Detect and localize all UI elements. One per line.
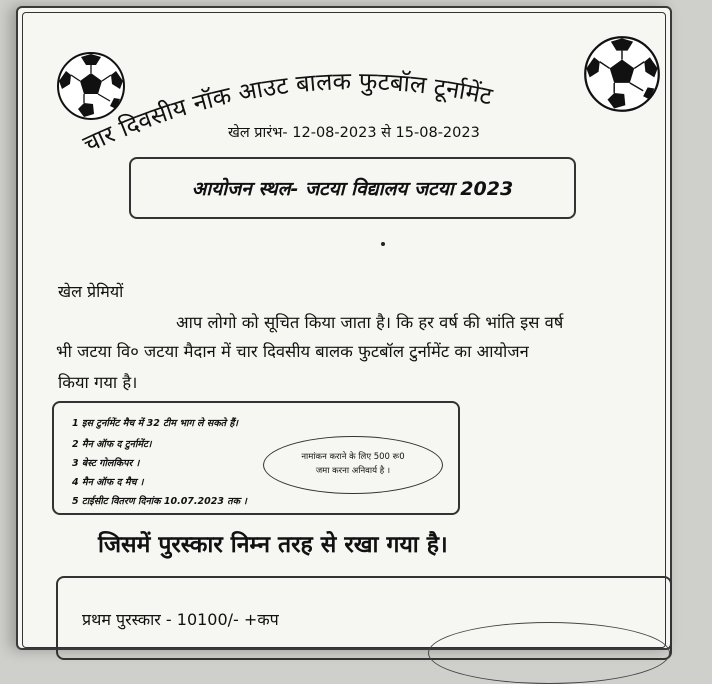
tournament-dates: खेल प्रारंभ- 12-08-2023 से 15-08-2023: [228, 125, 480, 141]
prize-box: [56, 576, 672, 660]
entry-fee-note: [263, 436, 443, 494]
body-line-2: भी जटया वि० जटया मैदान में चार दिवसीय बालक फुटबॉल टुर्नामेंट का आयोजन: [56, 342, 529, 361]
first-prize: प्रथम पुरस्कार - 10100/- +कप: [82, 610, 279, 629]
body-line-3: किया गया है।: [58, 373, 138, 392]
salutation: खेल प्रेमियों: [58, 282, 124, 301]
rule-item: 1 इस टुर्नामेंट मैच में 32 टीम भाग ले सकते हैं।: [72, 418, 239, 429]
venue-box: [129, 157, 576, 219]
prize-heading: जिसमें पुरस्कार निम्न तरह से रखा गया है।: [98, 532, 448, 558]
rule-item: 5 टाईसीट वितरण दिनांक 10.07.2023 तक ।: [72, 496, 247, 507]
title-arc: [18, 8, 670, 168]
ink-dot: [381, 242, 385, 246]
fee-line-2: जमा करना अनिवार्य है ।: [315, 466, 391, 476]
rule-item: 2 मैन ऑफ द टुर्नामेंट।: [72, 439, 152, 450]
svg-text:चार दिवसीय नॉक आउट बालक फुटबॉल: [79, 67, 496, 158]
rule-item: 4 मैन ऑफ द मैच ।: [72, 477, 144, 488]
rule-item: 3 बेस्ट गोलकिपर ।: [72, 458, 140, 469]
poster-sheet: [16, 6, 672, 650]
fee-line-1: नामांकन कराने के लिए 500 रू0: [301, 452, 405, 462]
body-line-1: आप लोगो को सूचित किया जाता है। कि हर वर्ष की भांति इस वर्ष: [176, 313, 564, 332]
poster-title: चार दिवसीय नॉक आउट बालक फुटबॉल टूर्नामेंट: [78, 67, 495, 159]
prize-oval: [428, 622, 670, 684]
venue-text: आयोजन स्थल- जटया विद्यालय जटया 2023: [191, 178, 514, 200]
